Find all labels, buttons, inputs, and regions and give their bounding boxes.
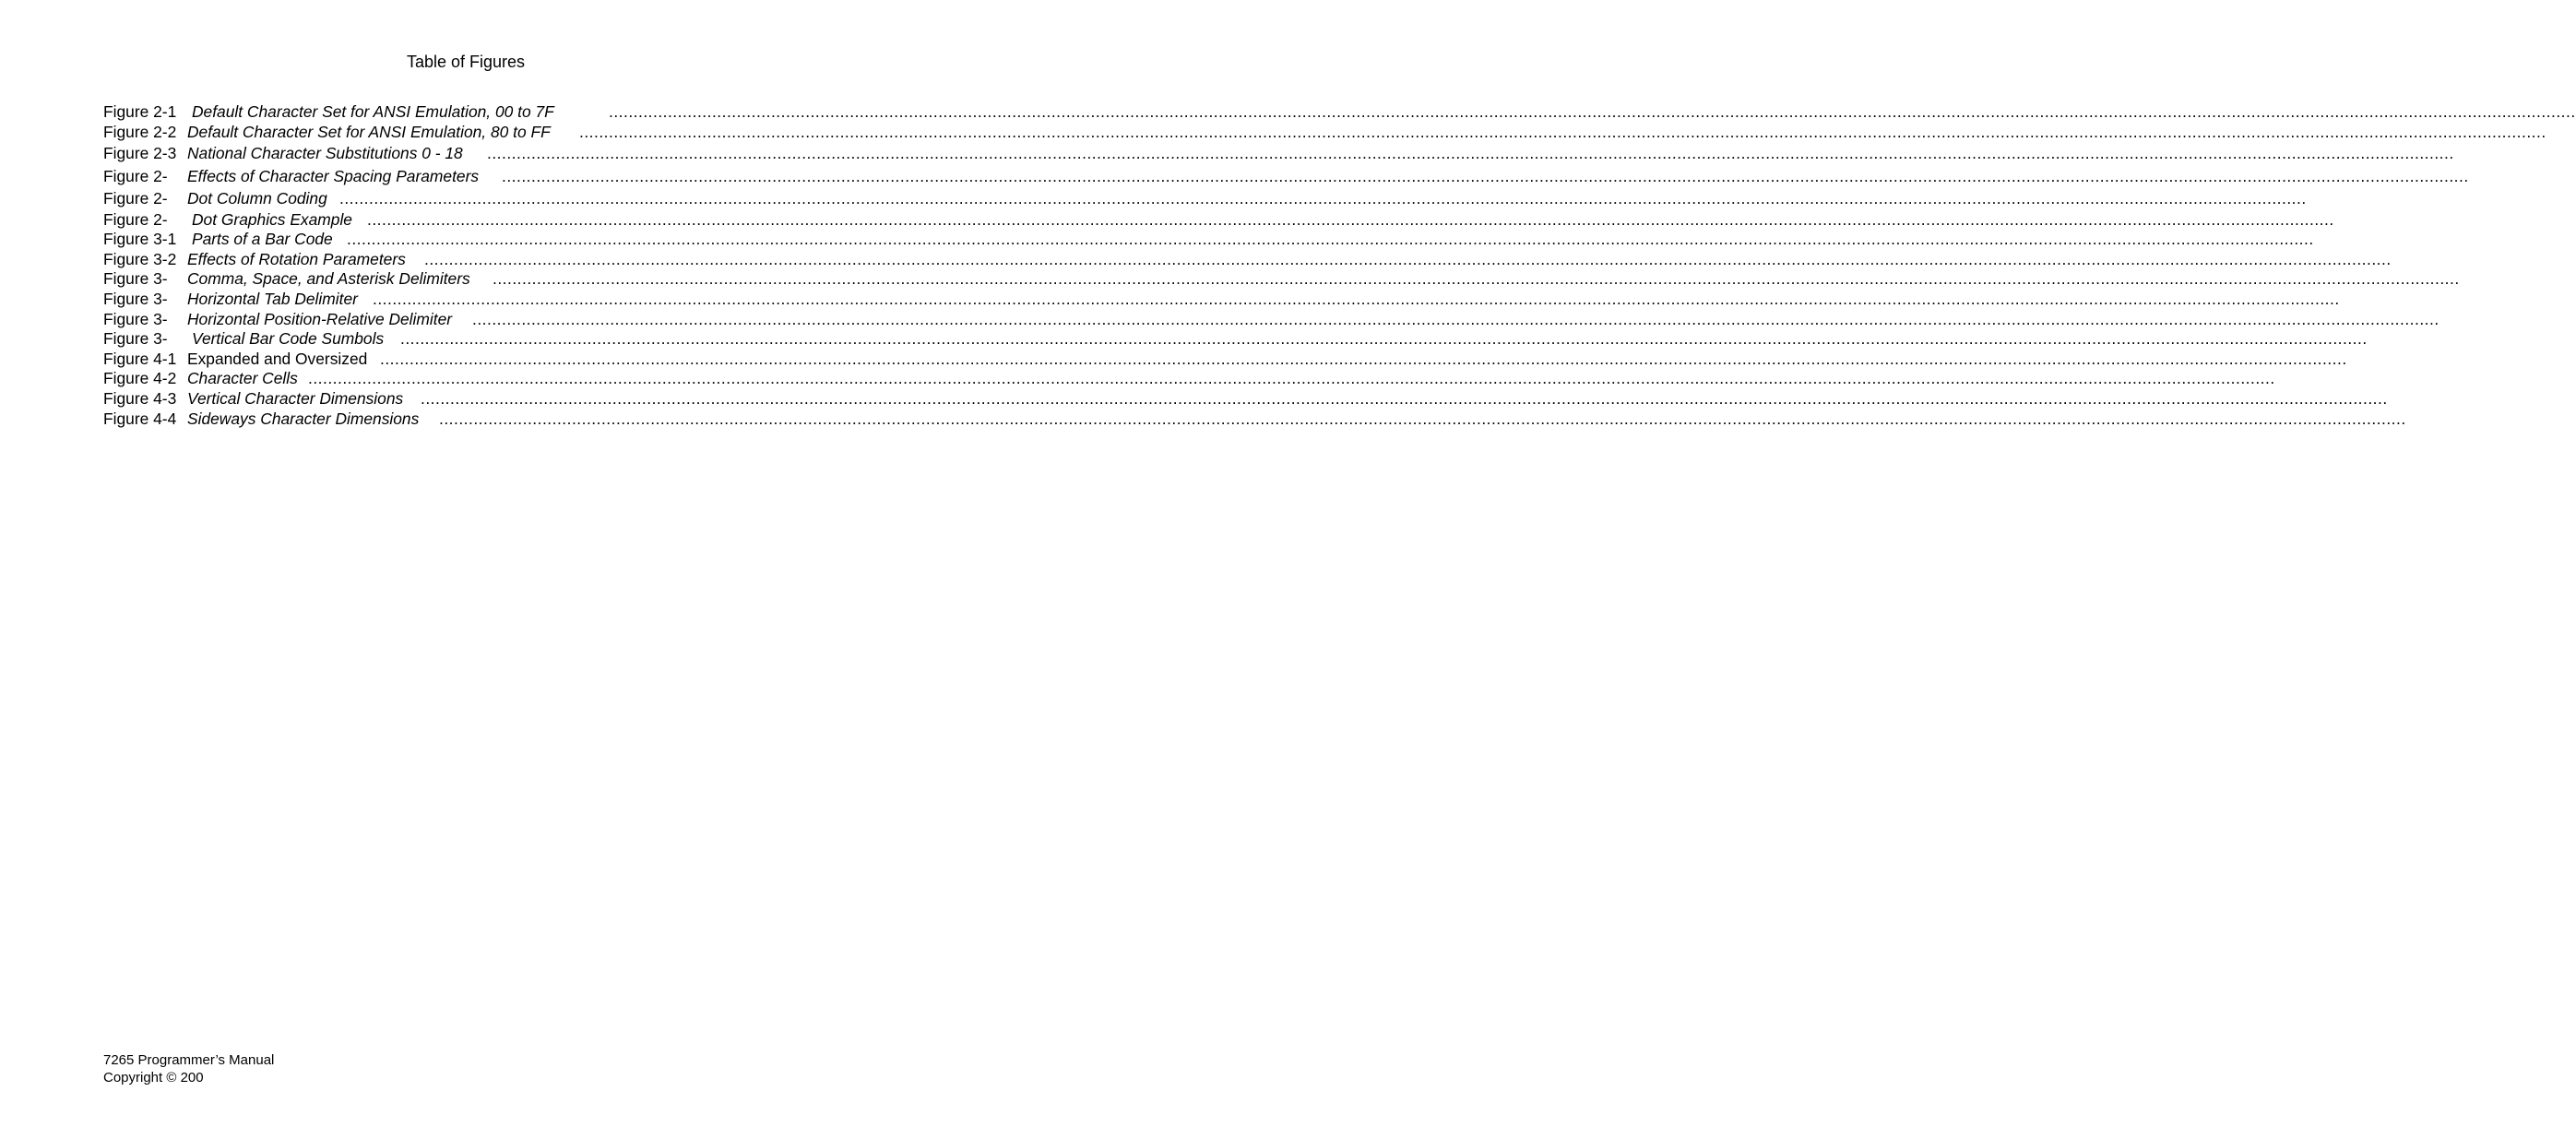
figure-title: Default Character Set for ANSI Emulation, 80 to FF <box>187 122 551 141</box>
figure-number: Figure 4-1 <box>103 349 177 368</box>
toc-entry[interactable] <box>103 187 2307 210</box>
figure-number: Figure 2-1 <box>103 102 177 121</box>
figure-title: Sideways Character Dimensions <box>187 409 420 428</box>
figure-title: Character Cells <box>187 369 298 388</box>
toc-entry[interactable] <box>103 409 2406 430</box>
figure-title: Dot Column Coding <box>187 187 329 210</box>
figure-number: Figure 3- <box>103 269 168 289</box>
figure-title: Dot Graphics Example <box>192 209 352 229</box>
figure-number: Figure 4-2 <box>103 369 177 388</box>
toc-entry[interactable] <box>103 329 2368 350</box>
toc-entry[interactable] <box>103 349 2347 370</box>
page-title: Table of Figures <box>406 53 526 71</box>
figure-title: Parts of a Bar Code <box>192 230 333 249</box>
figure-number: Figure 4-3 <box>103 389 177 409</box>
figure-title: Effects of Rotation Parameters <box>187 249 406 268</box>
figure-number: Figure 2-2 <box>103 122 177 141</box>
toc-entry[interactable] <box>103 249 2392 270</box>
dot-leader: ................................................................................................................................................................................................................................................................................................................................................................................................................ <box>493 269 2460 289</box>
figure-title: National Character Substitutions 0 - 18 <box>187 142 465 165</box>
figure-number: Figure 3-1 <box>103 230 177 249</box>
figure-title: Comma, Space, and Asterisk Delimiters <box>187 269 470 289</box>
toc-entry[interactable] <box>103 290 2340 310</box>
toc-entry[interactable] <box>103 102 2576 123</box>
toc-entry[interactable] <box>103 165 2469 188</box>
dot-leader: ................................................................................................................................................................................................................................................................................................................................................................................................................ <box>380 349 2347 368</box>
toc-entry[interactable] <box>103 269 2460 290</box>
dot-leader: ................................................................................................................................................................................................................................................................................................................................................................................................................ <box>472 309 2439 328</box>
toc-entry[interactable] <box>103 209 2334 231</box>
figure-title: Vertical Bar Code Sumbols <box>192 329 385 349</box>
dot-leader: ................................................................................................................................................................................................................................................................................................................................................................................................................ <box>424 249 2392 268</box>
dot-leader: ................................................................................................................................................................................................................................................................................................................................................................................................................ <box>579 122 2546 141</box>
figure-title: Horizontal Position-Relative Delimiter <box>187 309 453 328</box>
figure-title: Vertical Character Dimensions <box>187 389 404 409</box>
dot-leader: ................................................................................................................................................................................................................................................................................................................................................................................................................ <box>347 230 2314 249</box>
toc-entry[interactable] <box>103 309 2439 330</box>
figure-number: Figure 3- <box>103 329 168 349</box>
footer-manual-name: 7265 Programmer’s Manual <box>103 1052 275 1068</box>
dot-leader: ................................................................................................................................................................................................................................................................................................................................................................................................................ <box>367 209 2334 229</box>
toc-entry[interactable] <box>103 389 2388 409</box>
toc-entry[interactable] <box>103 142 2454 165</box>
dot-leader: ................................................................................................................................................................................................................................................................................................................................................................................................................ <box>400 329 2368 349</box>
figure-number: Figure 2-3 <box>103 144 177 163</box>
dot-leader: ................................................................................................................................................................................................................................................................................................................................................................................................................ <box>308 369 2275 388</box>
figure-number: Figure 3- <box>103 290 168 309</box>
figure-title: Effects of Character Spacing Parameters <box>187 165 481 188</box>
figure-number: Figure 3- <box>103 309 168 328</box>
figure-title: Expanded and Oversized <box>187 349 368 368</box>
dot-leader: ................................................................................................................................................................................................................................................................................................................................................................................................................ <box>439 409 2406 428</box>
figure-number: Figure 3-2 <box>103 249 177 268</box>
figure-number: Figure 4-4 <box>103 409 177 428</box>
figure-title: Horizontal Tab Delimiter <box>187 290 358 309</box>
toc-entry[interactable] <box>103 122 2546 143</box>
figure-number: Figure 2- <box>103 166 168 185</box>
footer-copyright: Copyright © 200 <box>103 1069 204 1086</box>
dot-leader: ................................................................................................................................................................................................................................................................................................................................................................................................................ <box>421 389 2388 409</box>
toc-entry[interactable] <box>103 369 2275 389</box>
dot-leader: ................................................................................................................................................................................................................................................................................................................................................................................................................ <box>373 290 2340 309</box>
dot-leader: ................................................................................................................................................................................................................................................................................................................................................................................................................ <box>339 189 2307 208</box>
figure-title: Default Character Set for ANSI Emulation, 00 to 7F <box>192 102 554 121</box>
toc-entry[interactable] <box>103 230 2314 250</box>
figure-number: Figure 2- <box>103 189 168 208</box>
dot-leader: ................................................................................................................................................................................................................................................................................................................................................................................................................ <box>502 166 2469 185</box>
table-of-figures <box>103 102 2576 429</box>
figure-number: Figure 2- <box>103 209 168 229</box>
dot-leader: ................................................................................................................................................................................................................................................................................................................................................................................................................ <box>487 144 2454 163</box>
page-footer <box>103 1052 274 1086</box>
dot-leader: ................................................................................................................................................................................................................................................................................................................................................................................................................ <box>609 102 2576 121</box>
